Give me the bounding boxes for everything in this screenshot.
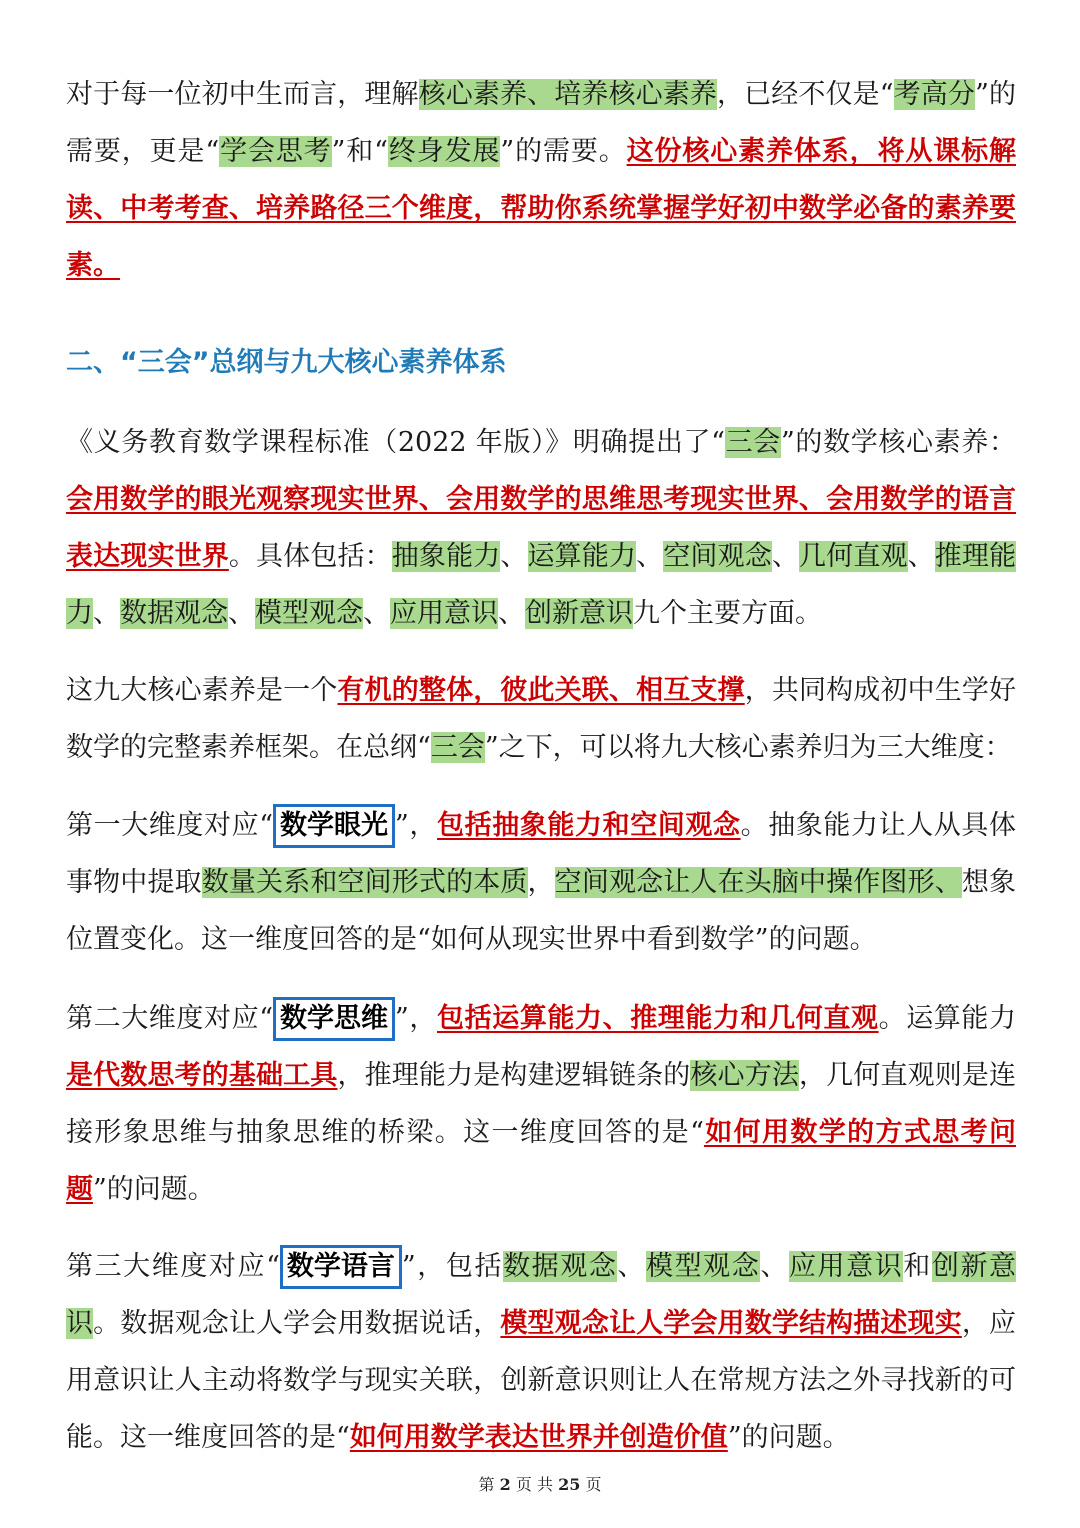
emphasis-text: 模型观念让人学会用数学结构描述现实 — [500, 1308, 962, 1339]
literacy-term: 空间观念 — [663, 541, 772, 572]
highlight-text: 终身发展 — [387, 136, 501, 167]
emphasis-text: 这份核心素养体系，将从课标解读、中考考查、培养路径三个维度，帮助你系统掌握学好初中数学必备的素养要素。 — [66, 136, 1017, 281]
literacy-term: 创新意识 — [525, 598, 633, 629]
page-footer: 第 2 页 共 25 页 — [478, 1475, 602, 1494]
literacy-term: 数据观念 — [120, 598, 228, 629]
highlight-text: 三会 — [430, 732, 485, 763]
literacy-term: 模型观念 — [646, 1251, 761, 1282]
whole-paragraph: 这九大核心素养是一个有机的整体，彼此关联、相互支撑，共同构成初中生学好数学的完整素养框架。在总纲“三会”之下，可以将九大核心素养归为三大维度： — [66, 675, 1017, 763]
highlight-text: 三会 — [724, 427, 781, 458]
literacy-term: 抽象能力 — [391, 541, 501, 572]
emphasis-text: 会用数学的眼光观察现实世界、会用数学的思维思考现实世界、会用数学的语言表达现实世界 — [66, 484, 1016, 572]
highlight-text: 空间观念让人在头脑中操作图形、 — [554, 867, 962, 898]
emphasis-text: 包括运算能力、推理能力和几何直观 — [437, 1003, 879, 1034]
dimension-1-paragraph: 第一大维度对应“ 数学眼光 ”，包括抽象能力和空间观念。抽象能力让人从具体事物中提取数量关系和空间形式的本质，空间观念让人在头脑中操作图形、想象位置变化。这一维度回答的是“如何从现实世界中看到数学”的问题。 — [66, 797, 1016, 968]
dimension-2-paragraph: 第二大维度对应“ 数学思维 ”，包括运算能力、推理能力和几何直观。运算能力是代数思考的基础工具，推理能力是构建逻辑链条的核心方法，几何直观则是连接形象思维与抽象思维的桥梁。这一维度回答的是“如何用数学的方式思考问题”的问题。 — [66, 990, 1016, 1218]
section-heading: 二、“三会”总纲与九大核心素养体系 — [66, 347, 507, 378]
page-number: 2 — [499, 1475, 511, 1494]
highlight-text: 核心方法 — [690, 1060, 799, 1091]
emphasis-text: 如何用数学表达世界并创造价值 — [349, 1422, 728, 1453]
literacy-term: 创新意识 — [66, 1251, 1017, 1339]
emphasis-text: 如何用数学的方式思考问题 — [66, 1117, 1016, 1205]
literacy-term: 几何直观 — [799, 541, 908, 572]
literacy-term: 应用意识 — [788, 1251, 904, 1282]
page-total: 25 — [558, 1475, 581, 1494]
dimension-3-paragraph: 第三大维度对应“ 数学语言 ”，包括数据观念、模型观念、应用意识和创新意识。数据观念让人学会用数据说话，模型观念让人学会用数学结构描述现实，应用意识让人主动将数学与现实关联，创新意识则让人在常规方法之外寻找新的可能。这一维度回答的是“如何用数学表达世界并创造价值”的问题。 — [66, 1238, 1016, 1466]
standard-paragraph: 《义务教育数学课程标准（2022 年版）》明确提出了“三会”的数学核心素养：会用数学的眼光观察现实世界、会用数学的思维思考现实世界、会用数学的语言表达现实世界。具体包括：抽象能力、运算能力、空间观念、几何直观、推理能力、数据观念、模型观念、应用意识、创新意识九个主要方面。 — [66, 427, 1017, 629]
highlight-text: 数量关系和空间形式的本质 — [201, 867, 528, 898]
literacy-term: 数据观念 — [503, 1251, 618, 1282]
highlight-text: 考高分 — [893, 79, 976, 110]
highlight-text: 核心素养、培养核心素养 — [418, 79, 717, 110]
emphasis-text: 是代数思考的基础工具 — [66, 1060, 338, 1091]
literacy-term: 运算能力 — [527, 541, 637, 572]
dimension-label-box: 数学眼光 — [273, 804, 395, 848]
literacy-term: 应用意识 — [390, 598, 498, 629]
literacy-term: 推理能力 — [66, 541, 1017, 629]
dimension-label-box: 数学语言 — [280, 1245, 402, 1289]
emphasis-text: 有机的整体，彼此关联、相互支撑 — [337, 675, 745, 706]
literacy-term: 模型观念 — [255, 598, 363, 629]
emphasis-text: 包括抽象能力和空间观念 — [437, 810, 741, 841]
highlight-text: 学会思考 — [219, 136, 332, 167]
intro-paragraph: 对于每一位初中生而言，理解核心素养、培养核心素养，已经不仅是“考高分”的需要，更是“学会思考”和“终身发展”的需要。这份核心素养体系，将从课标解读、中考考查、培养路径三个维度，帮助你系统掌握学好初中数学必备的素养要素。 — [66, 79, 1017, 281]
dimension-label-box: 数学思维 — [273, 997, 395, 1041]
